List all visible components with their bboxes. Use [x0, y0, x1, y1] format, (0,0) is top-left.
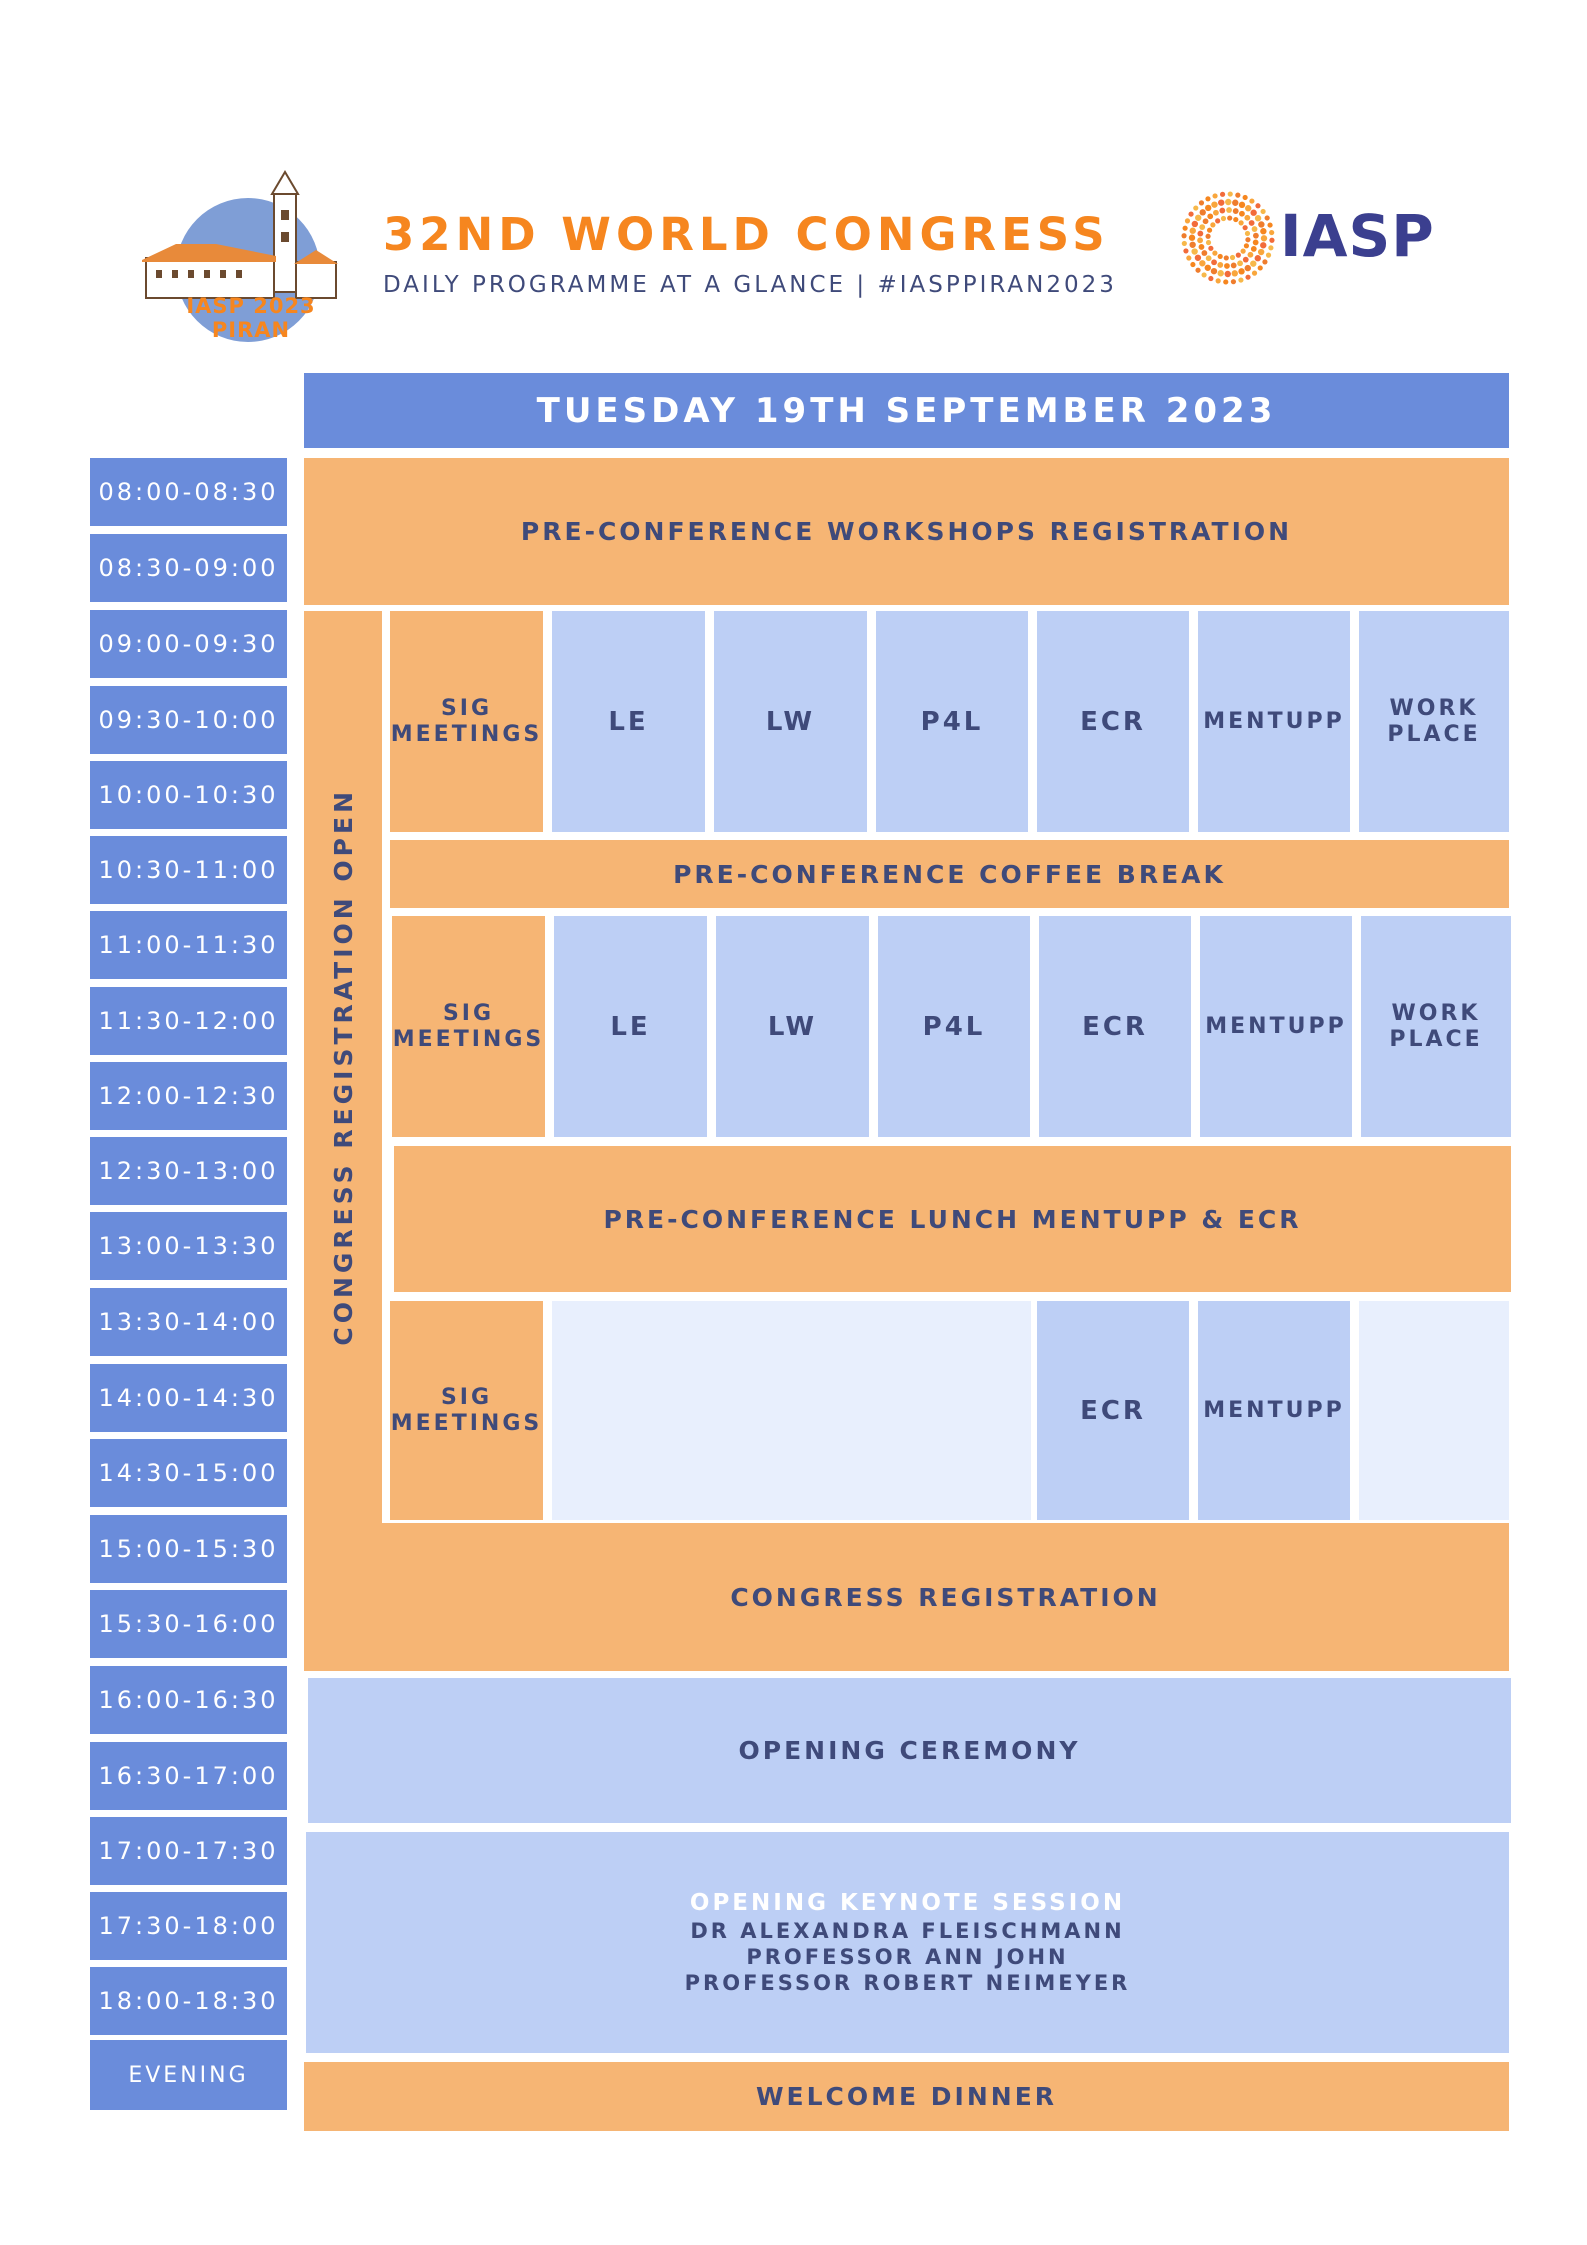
iasp-logo-text: IASP: [1280, 202, 1435, 270]
mentupp-block-3: MENTUPP: [1198, 1301, 1350, 1520]
sig-meetings-block-2: SIG MEETINGS: [392, 916, 545, 1137]
empty-block-2: [1359, 1301, 1509, 1520]
workplace-block-1: WORK PLACE: [1359, 611, 1509, 832]
time-slot: 15:30-16:00: [90, 1590, 287, 1658]
time-slot: 09:00-09:30: [90, 610, 287, 678]
workshops-registration-block: PRE-CONFERENCE WORKSHOPS REGISTRATION: [304, 458, 1509, 605]
p4l-block-2: P4L: [878, 916, 1030, 1137]
ecr-block-1: ECR: [1037, 611, 1189, 832]
time-slot: 11:30-12:00: [90, 987, 287, 1055]
day-header: TUESDAY 19TH SEPTEMBER 2023: [304, 373, 1509, 448]
time-slot: 12:30-13:00: [90, 1137, 287, 1205]
sunburst-icon: [1178, 188, 1278, 288]
time-slot: 10:00-10:30: [90, 761, 287, 829]
le-block-1: LE: [552, 611, 705, 832]
page-title: 32ND WORLD CONGRESS: [383, 208, 1110, 261]
time-slot: 09:30-10:00: [90, 686, 287, 754]
lw-block-1: LW: [714, 611, 867, 832]
p4l-block-1: P4L: [876, 611, 1028, 832]
time-slot: 17:00-17:30: [90, 1817, 287, 1885]
keynote-block: [306, 1832, 1509, 2053]
congress-registration-open-label: CONGRESS REGISTRATION OPEN: [328, 788, 358, 1346]
lunch-block: PRE-CONFERENCE LUNCH MENTUPP & ECR: [394, 1146, 1511, 1292]
time-slot: 13:00-13:30: [90, 1212, 287, 1280]
time-slot: 13:30-14:00: [90, 1288, 287, 1356]
piran-logo: [136, 170, 356, 350]
iasp-logo: [1178, 188, 1438, 288]
keynote-speaker: PROFESSOR ROBERT NEIMEYER: [684, 1971, 1131, 1995]
keynote-speaker: PROFESSOR ANN JOHN: [746, 1944, 1069, 1969]
mentupp-block-1: MENTUPP: [1198, 611, 1350, 832]
welcome-dinner-block: WELCOME DINNER: [304, 2062, 1509, 2131]
time-slot: 16:30-17:00: [90, 1742, 287, 1810]
time-slot: 15:00-15:30: [90, 1515, 287, 1583]
time-slot: 17:30-18:00: [90, 1892, 287, 1960]
coffee-break-block: PRE-CONFERENCE COFFEE BREAK: [390, 840, 1509, 908]
page-subtitle: DAILY PROGRAMME AT A GLANCE | #IASPPIRAN2023: [383, 272, 1117, 298]
sig-meetings-block-1: SIG MEETINGS: [390, 611, 543, 832]
keynote-title: OPENING KEYNOTE SESSION: [689, 1889, 1126, 1916]
time-slot: 14:30-15:00: [90, 1439, 287, 1507]
time-slot: 18:00-18:30: [90, 1967, 287, 2035]
logo-text: IASP 2023 PIRAN: [186, 294, 316, 342]
time-slot: 14:00-14:30: [90, 1364, 287, 1432]
lw-block-2: LW: [716, 916, 869, 1137]
workplace-block-2: WORK PLACE: [1361, 916, 1511, 1137]
keynote-speaker: DR ALEXANDRA FLEISCHMANN: [690, 1918, 1125, 1943]
time-slot: 08:00-08:30: [90, 458, 287, 526]
sig-meetings-block-3: SIG MEETINGS: [390, 1301, 543, 1520]
time-slot-evening: EVENING: [90, 2040, 287, 2110]
le-block-2: LE: [554, 916, 707, 1137]
time-slot: 16:00-16:30: [90, 1666, 287, 1734]
time-slot: 08:30-09:00: [90, 534, 287, 602]
empty-block-1: [552, 1301, 1031, 1520]
time-slot: 12:00-12:30: [90, 1062, 287, 1130]
mentupp-block-2: MENTUPP: [1200, 916, 1352, 1137]
ecr-block-2: ECR: [1039, 916, 1191, 1137]
time-slot: 11:00-11:30: [90, 911, 287, 979]
ecr-block-3: ECR: [1037, 1301, 1189, 1520]
time-slot: 10:30-11:00: [90, 836, 287, 904]
congress-registration-label: CONGRESS REGISTRATION: [730, 1582, 1161, 1612]
opening-ceremony-block: OPENING CEREMONY: [308, 1678, 1511, 1823]
